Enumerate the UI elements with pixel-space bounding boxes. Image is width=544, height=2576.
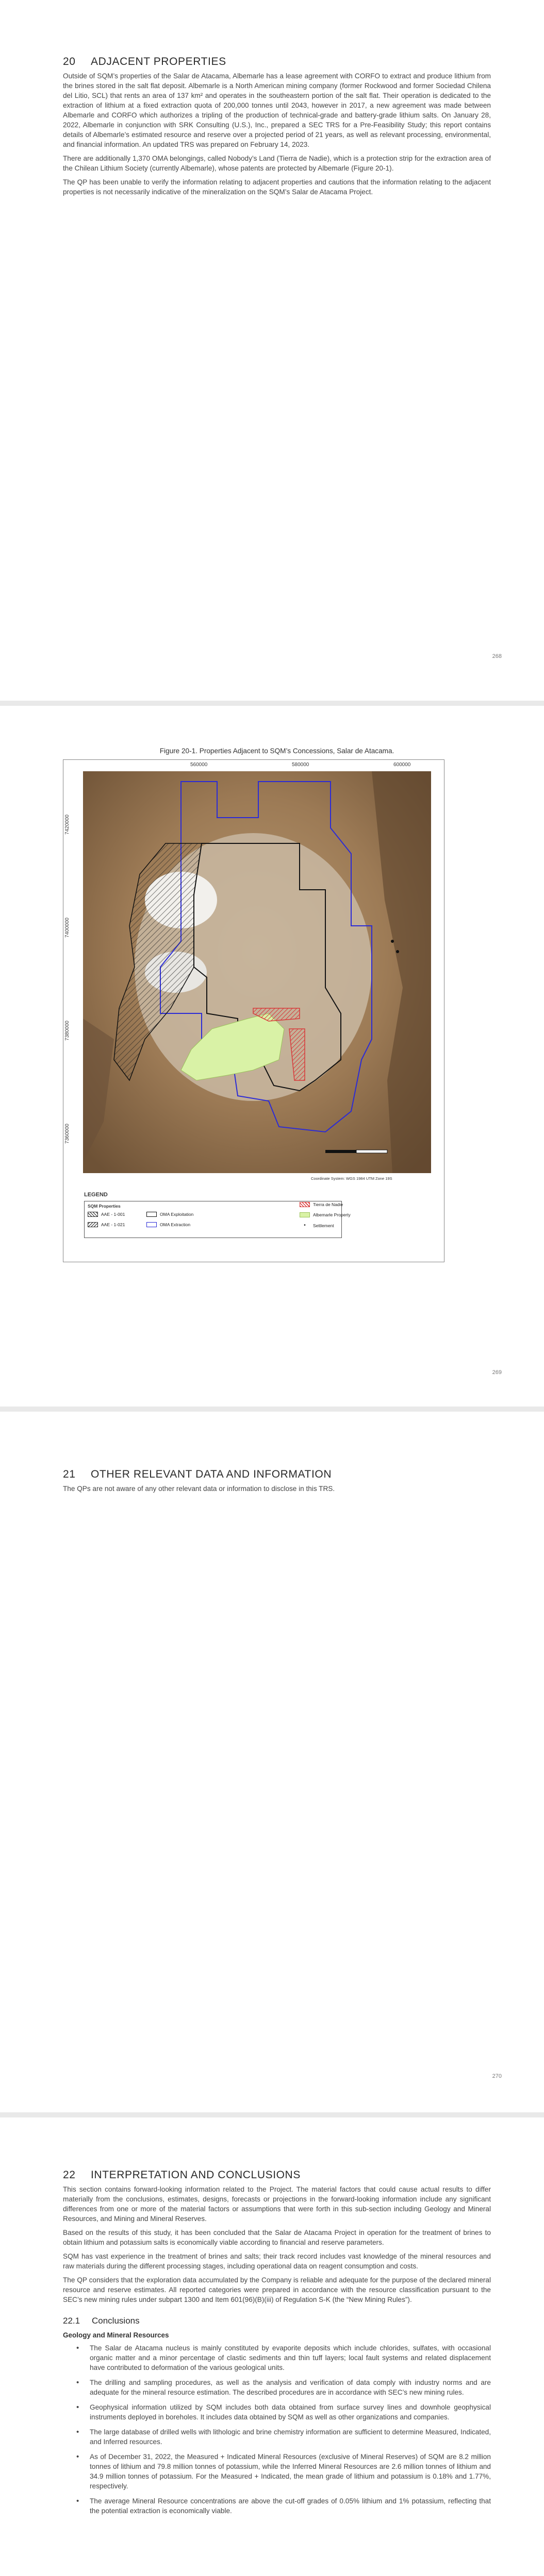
y-tick-label: 7380000 xyxy=(64,1021,70,1041)
legend-item-aae-1 xyxy=(88,1212,125,1217)
legend-item-oma-extraction xyxy=(146,1222,190,1227)
x-tick-label: 600000 xyxy=(393,762,411,768)
y-tick-label: 7360000 xyxy=(64,1124,70,1144)
y-tick-label: 7420000 xyxy=(64,815,70,835)
legend-label: Tierra de Nadie xyxy=(313,1202,343,1207)
paragraph: The QPs are not aware of any other relevant data or information to disclose in this TRS. xyxy=(63,1485,335,1493)
legend-item-albemarle xyxy=(300,1212,351,1217)
page-number: 269 xyxy=(492,1369,502,1376)
coordinate-note: Coordinate System: WGS 1984 UTM Zone 19S xyxy=(311,1176,392,1181)
list-item: • Geophysical information utilized by SQM includes both data obtained from surface survey lines and downhole geophysical instruments deployed in boreholes. It includes data obtained by SQM as well as other organizations and companies. xyxy=(63,2402,491,2422)
legend-label: OMA Extraction xyxy=(160,1222,191,1227)
conclusions-list xyxy=(63,2343,491,2516)
section-20-heading xyxy=(63,56,491,68)
list-item: • The large database of drilled wells with lithologic and brine chemistry information are sufficient to determine Measured, Indicated, and Inferred resources. xyxy=(63,2427,491,2447)
fill-swatch xyxy=(300,1212,310,1217)
list-item: • As of December 31, 2022, the Measured + Indicated Mineral Resources (exclusive of Mineral Reserves) of SQM are 8.2 million tonnes of lithium and 79.8 million tonnes of potassium, while the Inferred Mineral Resources are 2.6 million tonnes of lithium and 34.9 million tonnes of potassium. For the Measured + Indicated, the mean grade of lithium and potassium is 0.18% and 1.77%, respectively. xyxy=(63,2452,491,2491)
subsection-title: Conclusions xyxy=(92,2316,140,2326)
section-title: ADJACENT PROPERTIES xyxy=(91,56,226,67)
list-item: • The average Mineral Resource concentrations are above the cut-off grades of 0.05% lithium and 1% potassium, reflecting that the potential extraction is economically viable. xyxy=(63,2496,491,2516)
legend-title: LEGEND xyxy=(84,1192,108,1198)
page-269 xyxy=(0,706,544,1406)
paragraph: The QP considers that the exploration data accumulated by the Company is reliable and adequate for the purpose of the declared mineral resource and reserve estimates. All reported categories were prepared in accordance with the resource classification pursuant to the SEC’s new mining rules under subpart 1300 and Item 601(96)(B)(iii) of Regulation S-K (the “New Mining Rules”). xyxy=(63,2276,491,2303)
page-268 xyxy=(0,0,544,701)
section-21-heading xyxy=(63,1468,491,1481)
paragraph: Based on the results of this study, it has been concluded that the Salar de Atacama Project in operation for the treatment of brines to obtain lithium and potassium salts is economically viable according to financial and reserve parameters. xyxy=(63,2229,491,2246)
section-title: OTHER RELEVANT DATA AND INFORMATION xyxy=(91,1468,332,1480)
page-270 xyxy=(0,1412,544,2112)
scale-bar xyxy=(325,1150,387,1153)
subsection-number: 22.1 xyxy=(63,2316,80,2326)
x-tick-label: 560000 xyxy=(190,762,208,768)
y-tick-label: 7400000 xyxy=(64,918,70,938)
section-number: 22 xyxy=(63,2169,76,2181)
paragraph: The QP has been unable to verify the information relating to adjacent properties and cautions that the information relating to the adjacent properties is not necessarily indicative of the mineralization on the SQM’s Salar de Atacama Project. xyxy=(63,178,491,196)
section-22-heading xyxy=(63,2169,491,2181)
hatch-swatch xyxy=(300,1202,310,1207)
outline-swatch xyxy=(146,1212,157,1217)
legend-label: AAE - 1-021 xyxy=(101,1222,125,1227)
paragraph: Outside of SQM’s properties of the Salar de Atacama, Albemarle has a lease agreement with CORFO to extract and produce lithium from the brines stored in the salt flat deposit. Albemarle is a North American mining company (former Rockwood and former Sociedad Chilena del Litio, SCL) that rents an area of 137 km² and operates in the southeastern portion of the salt flat. Their operation is dedicated to the extraction of lithium at a fixed extraction quota of 200,000 tonnes until 2043, however in 2017, a new agreement was made between Albemarle and CORFO which authorizes a tripling of the production of technical-grade and battery-grade lithium salts. On January 28, 2022, Albemarle in conjunction with SRK Consulting (U.S.), Inc., prepared a SEC TRS for a Pre-Feasibility Study; this report contains details of Albemarle’s estimated resource and reserve over a projected period of 21 years, as well as relevant processing, environmental, and financial information. An updated TRS was prepared on February 14, 2023. xyxy=(63,72,491,148)
subsection-22-1-heading xyxy=(63,2316,491,2326)
page-number: 270 xyxy=(492,2073,502,2079)
legend-item-tierra xyxy=(300,1202,343,1207)
legend-label: OMA Exploitation xyxy=(160,1212,194,1217)
paragraph: SQM has vast experience in the treatment of brines and salts; their track record includes vast knowledge of the mineral resources and raw materials during the different processing stages, including operational data on reagent consumption and costs. xyxy=(63,2252,491,2270)
satellite-map xyxy=(83,771,431,1173)
paragraph: There are additionally 1,370 OMA belongings, called Nobody’s Land (Tierra de Nadie), which is a protection strip for the extraction area of the Chilean Lithium Society (currently Albemarle), whose patents are protected by Albemarle (Figure 20-1). xyxy=(63,155,491,172)
hatch-swatch xyxy=(88,1212,98,1217)
outline-swatch xyxy=(146,1222,157,1227)
page-271 xyxy=(0,2117,544,2576)
legend-label: AAE - 1-001 xyxy=(101,1212,125,1217)
list-item: • The Salar de Atacama nucleus is mainly constituted by evaporite deposits which include chlorides, sulfates, with occasional organic matter and a minor percentage of clastic sediments and thin tuff layers; local fault systems and related displacement have contributed to deformation of the various geological units. xyxy=(63,2343,491,2372)
figure-caption: Figure 20-1. Properties Adjacent to SQM’s Concessions, Salar de Atacama. xyxy=(159,747,394,755)
legend-item-settlement xyxy=(300,1223,334,1228)
settlement-marker xyxy=(396,950,399,953)
legend-label: Albemarle Property xyxy=(313,1212,351,1217)
legend-item-oma-exploitation xyxy=(146,1212,193,1217)
minor-heading: Geology and Mineral Resources xyxy=(63,2331,169,2339)
list-item: • The drilling and sampling procedures, as well as the analysis and verification of data comply with industry norms and are adequate for the mineral resource estimation. The described procedures are in accordance with SEC’s new mining rules. xyxy=(63,2378,491,2397)
legend-group-label: SQM Properties xyxy=(88,1204,121,1209)
section-title: INTERPRETATION AND CONCLUSIONS xyxy=(91,2169,301,2181)
section-number: 20 xyxy=(63,56,76,67)
page-number: 268 xyxy=(492,653,502,659)
settlement-marker xyxy=(391,940,394,943)
legend-label: Settlement xyxy=(313,1223,334,1228)
hatch-swatch xyxy=(88,1222,98,1227)
legend-item-aae-2 xyxy=(88,1222,125,1227)
paragraph: This section contains forward-looking information related to the Project. The material factors that could cause actual results to differ materially from the conclusions, estimates, designs, forecasts or projections in the forward-looking information include any significant differences from one or more of the material factors or assumptions that were forth in this sub-section including Geology and Mineral Resources, and Mining and Mineral Reserves. xyxy=(63,2185,491,2223)
settlement-symbol: • xyxy=(304,1223,306,1228)
map-figure xyxy=(63,759,444,1262)
section-number: 21 xyxy=(63,1468,76,1480)
x-tick-label: 580000 xyxy=(292,762,309,768)
